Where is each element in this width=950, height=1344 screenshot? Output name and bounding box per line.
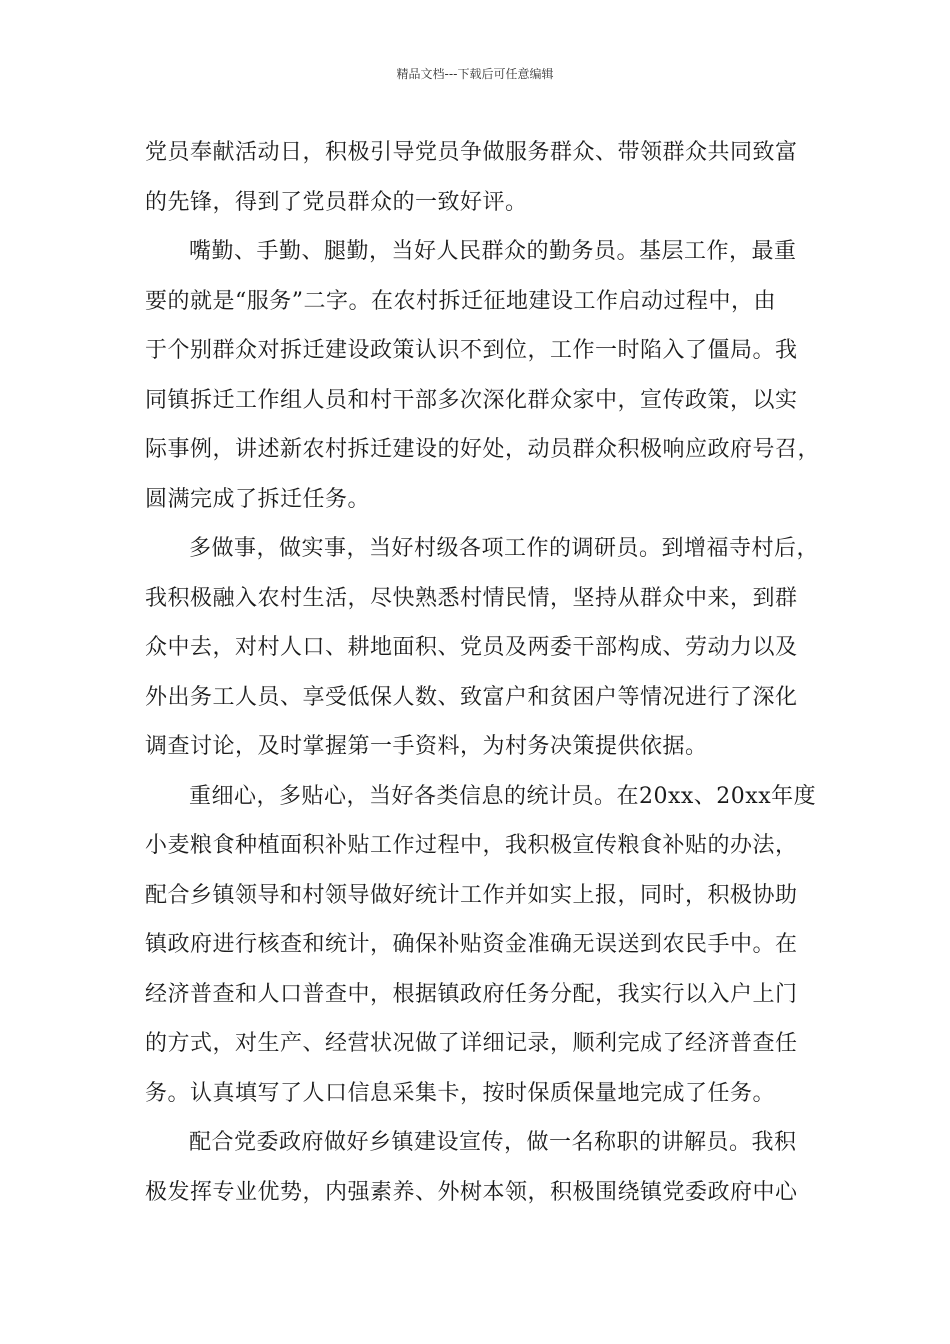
body-text <box>145 128 821 1217</box>
text-line: 调查讨论，及时掌握第一手资料，为村务决策提供依据。 <box>145 734 708 759</box>
text-line: 我积极融入农村生活，尽快熟悉村情民情，坚持从群众中来，到群 <box>145 585 798 611</box>
paragraph-first-line: 重细心，多贴心，当好各类信息的统计员。在20xx、20xx年度 <box>189 783 817 809</box>
text-line: 配合乡镇领导和村领导做好统计工作并如实上报，同时，积极协助 <box>145 882 798 908</box>
text-line: 外出务工人员、享受低保人数、致富户和贫困户等情况进行了深化 <box>145 684 798 710</box>
text-line: 党员奉献活动日，积极引导党员争做服务群众、带领群众共同致富 <box>145 140 798 165</box>
text-line: 的方式，对生产、经营状况做了详细记录，顺利完成了经济普查任 <box>145 1031 798 1056</box>
text-line: 要的就是“服务”二字。在农村拆迁征地建设工作启动过程中，由 <box>145 288 776 314</box>
paragraph-first-line: 多做事，做实事，当好村级各项工作的调研员。到增福寺村后， <box>189 536 820 561</box>
paragraph-first-line: 嘴勤、手勤、腿勤，当好人民群众的勤务员。基层工作，最重 <box>189 239 797 264</box>
text-line: 极发挥专业优势，内强素养、外树本领，积极围绕镇党委政府中心 <box>145 1179 798 1205</box>
page-header: 精品文档---下载后可任意编辑 <box>396 67 554 81</box>
paragraph-first-line: 配合党委政府做好乡镇建设宣传，做一名称职的讲解员。我积 <box>189 1130 797 1155</box>
text-line: 的先锋，得到了党员群众的一致好评。 <box>145 189 528 215</box>
text-line: 同镇拆迁工作组人员和村干部多次深化群众家中，宣传政策，以实 <box>145 387 798 413</box>
text-line: 众中去，对村人口、耕地面积、党员及两委干部构成、劳动力以及 <box>145 635 798 660</box>
text-line: 际事例，讲述新农村拆迁建设的好处，动员群众积极响应政府号召， <box>145 437 821 462</box>
text-line: 经济普查和人口普查中，根据镇政府任务分配，我实行以入户上门 <box>145 981 798 1007</box>
text-line: 务。认真填写了人口信息采集卡，按时保质保量地完成了任务。 <box>145 1080 776 1106</box>
text-line: 于个别群众对拆迁建设政策认识不到位，工作一时陷入了僵局。我 <box>145 338 798 363</box>
text-line: 镇政府进行核查和统计，确保补贴资金准确无误送到农民手中。在 <box>145 932 798 957</box>
text-line: 圆满完成了拆迁任务。 <box>145 486 371 512</box>
text-line: 小麦粮食种植面积补贴工作过程中，我积极宣传粮食补贴的办法， <box>145 833 798 858</box>
